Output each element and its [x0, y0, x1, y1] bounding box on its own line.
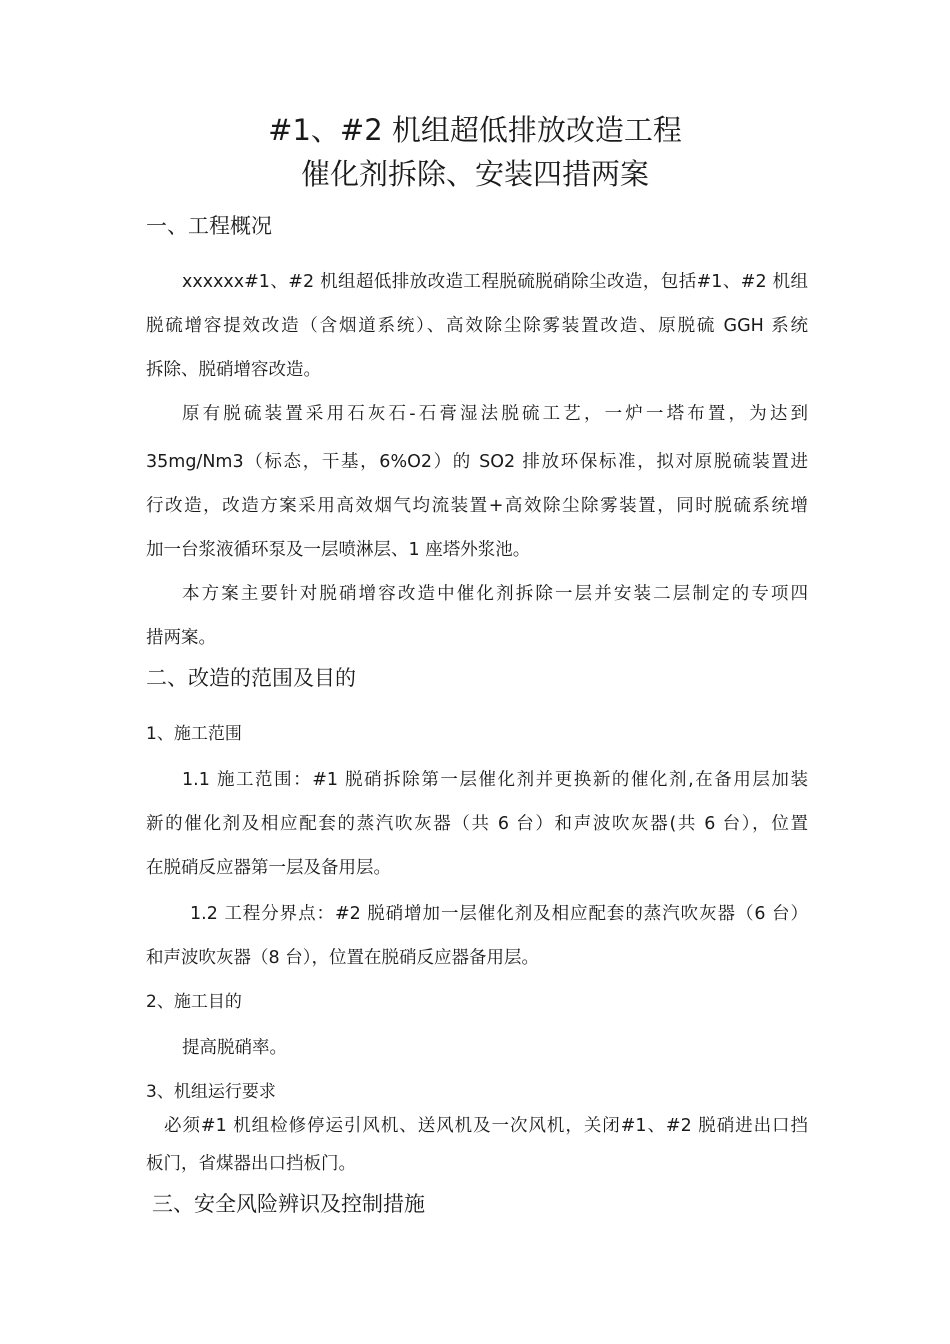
construction-purpose-heading: 2、施工目的: [146, 992, 242, 1012]
scope-item-1-2-line-1: 1.2 工程分界点：#2 脱硝增加一层催化剂及相应配套的蒸汽吹灰器（6 台）: [190, 904, 808, 924]
scope-item-1-1-line-2: 新的催化剂及相应配套的蒸汽吹灰器（共 6 台）和声波吹灰器(共 6 台），位置: [146, 814, 808, 834]
unit-operation-requirements-line-1: 必须#1 机组检修停运引风机、送风机及一次风机，关闭#1、#2 脱硝进出口挡: [164, 1116, 808, 1136]
scope-item-1-2-line-2: 和声波吹灰器（8 台），位置在脱硝反应器备用层。: [146, 948, 539, 968]
section-1-para-1-line-2: 脱硫增容提效改造（含烟道系统）、高效除尘除雾装置改造、原脱硫 GGH 系统: [146, 316, 808, 336]
section-2-heading: 二、改造的范围及目的: [146, 666, 356, 690]
section-1-para-3-line-2: 措两案。: [146, 628, 216, 648]
section-1-para-2-line-3: 行改造，改造方案采用高效烟气均流装置+高效除尘除雾装置，同时脱硫系统增: [146, 496, 808, 516]
unit-operation-requirements-line-2: 板门，省煤器出口挡板门。: [146, 1154, 356, 1174]
document-title-line-1: #1、#2 机组超低排放改造工程: [268, 113, 682, 147]
unit-operation-requirements-heading: 3、机组运行要求: [146, 1082, 276, 1102]
construction-purpose-text: 提高脱硝率。: [182, 1038, 287, 1058]
scope-item-1-1-line-3: 在脱硝反应器第一层及备用层。: [146, 858, 391, 878]
section-1-para-1-line-1: xxxxxx#1、#2 机组超低排放改造工程脱硫脱硝除尘改造，包括#1、#2 机组: [182, 272, 808, 292]
section-1-heading: 一、工程概况: [146, 214, 272, 238]
document-title-line-2: 催化剂拆除、安装四措两案: [300, 157, 649, 191]
section-1-para-2-line-4: 加一台浆液循环泵及一层喷淋层、1 座塔外浆池。: [146, 540, 531, 560]
section-1-para-3-line-1: 本方案主要针对脱硝增容改造中催化剂拆除一层并安装二层制定的专项四: [182, 584, 808, 604]
scope-item-1-1-line-1: 1.1 施工范围：#1 脱硝拆除第一层催化剂并更换新的催化剂,在备用层加装: [182, 770, 808, 790]
construction-scope-heading: 1、施工范围: [146, 724, 242, 744]
section-3-heading: 三、安全风险辨识及控制措施: [152, 1192, 425, 1216]
section-1-para-2-line-2: 35mg/Nm3（标态，干基，6%O2）的 SO2 排放环保标准，拟对原脱硫装置进: [146, 452, 808, 472]
section-1-para-1-line-3: 拆除、脱硝增容改造。: [146, 360, 321, 380]
section-1-para-2-line-1: 原有脱硫装置采用石灰石-石膏湿法脱硫工艺，一炉一塔布置，为达到: [182, 404, 808, 424]
